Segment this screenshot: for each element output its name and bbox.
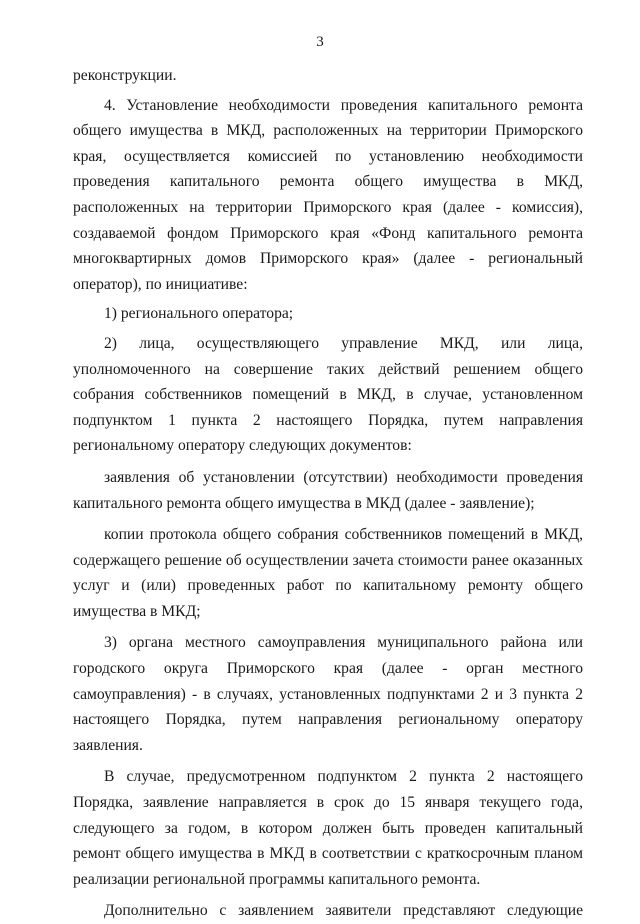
paragraph-subitem-2: 2) лица, осуществляющего управление МКД, или лица, уполномоченного на совершение таких действий решением общего собрания собственников помещений в МКД, в случае, установленном подпунктом 1 пункта 2 настоящего Порядка, путем направления региональному оператору следующих документов: bbox=[73, 334, 583, 455]
page-number: 3 bbox=[316, 34, 324, 50]
paragraph-continuation: реконструкции. bbox=[73, 67, 177, 84]
paragraph-additional-documents: Дополнительно с заявлением заявители представляют следующие bbox=[104, 902, 583, 920]
paragraph-subitem-3: 3) органа местного самоуправления муниципального района или городского округа Приморского края (далее - орган местного самоуправления) - в случаях, установленных подпунктами 2 и 3 пункта 2 настоящего Порядка, путем направления региональному оператору заявления. bbox=[73, 634, 583, 754]
paragraph-item-4: 4. Установление необходимости проведения капитального ремонта общего имущества в МКД, расположенных на территории Приморского края, осуществляется комиссией по установлению необходимости проведения капитального ремонта общего имущества в МКД, расположенных на территории Приморского края (далее - комиссия), создаваемой фондом Приморского края «Фонд капитального ремонта многоквартирных домов Приморского края» (далее - региональный оператор), по инициативе: bbox=[73, 96, 583, 293]
paragraph-deadline: В случае, предусмотренном подпунктом 2 пункта 2 настоящего Порядка, заявление направляется в срок до 15 января текущего года, следующего за годом, в котором должен быть проведен капитальный ремонт общего имущества в МКД в соответствии с краткосрочным планом реализации региональной программы капитального ремонта. bbox=[73, 768, 583, 888]
document-body bbox=[73, 63, 583, 924]
paragraph-application: заявления об установлении (отсутствии) необходимости проведения капитального ремонта общего имущества в МКД (далее - заявление); bbox=[73, 468, 583, 512]
paragraph-protocol-copy: копии протокола общего собрания собственников помещений в МКД, содержащего решение об осуществлении зачета стоимости ранее оказанных услуг и (или) проведенных работ по капитальному ремонту общего имущества в МКД; bbox=[73, 526, 583, 620]
paragraph-subitem-1: 1) регионального оператора; bbox=[104, 305, 294, 323]
